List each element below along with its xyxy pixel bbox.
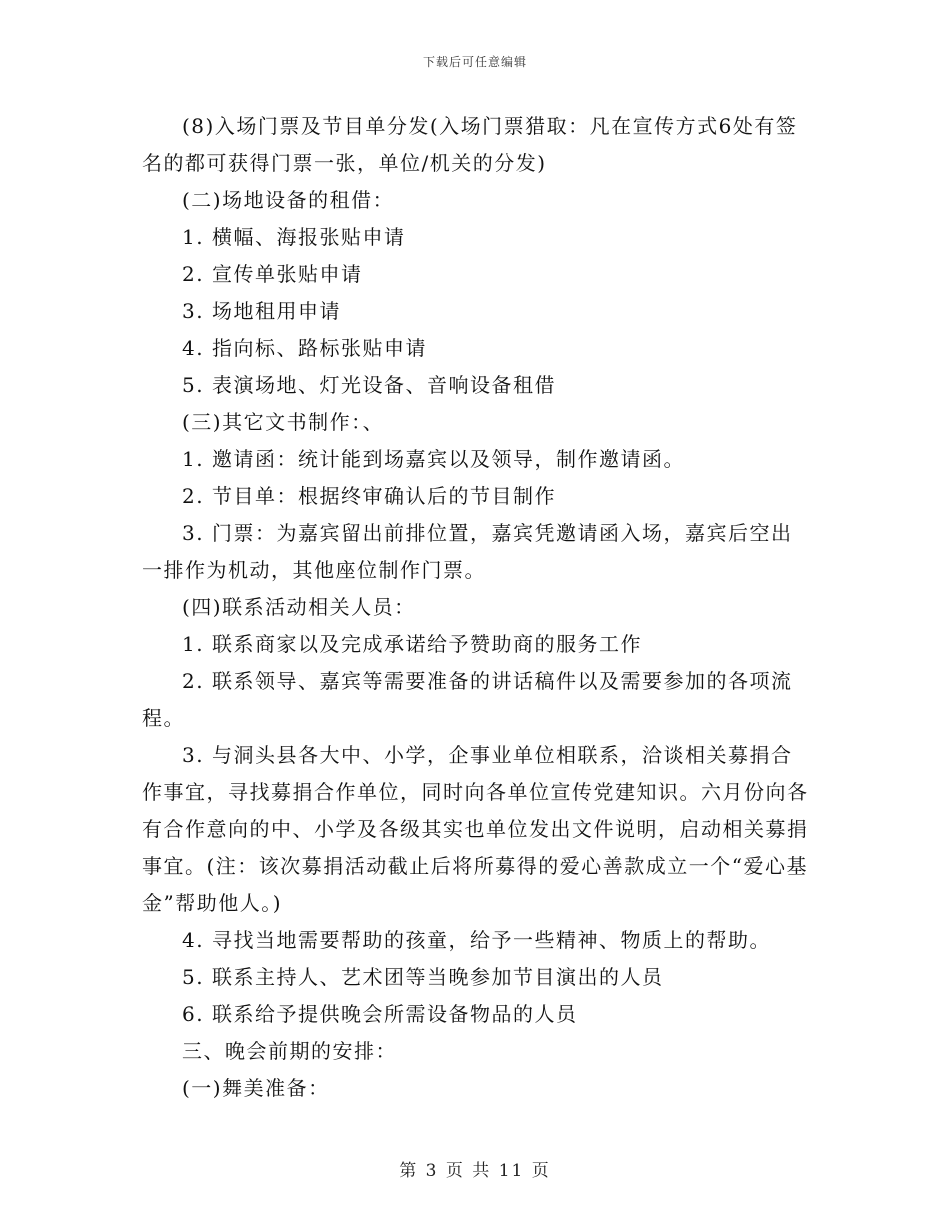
list-item: 3. 与洞头县各大中、小学，企事业单位相联系，洽谈相关募捐合作事宜，寻找募捐合作单位，同时向各单位宣传党建知识。六月份向各有合作意向的中、小学及各级其实也单位发出文件说明，启动相关募捐事宜。(注：该次募捐活动截止后将所募得的爱心善款成立一个“爱心基金”帮助他人。)	[142, 743, 809, 915]
list-item: 5. 联系主持人、艺术团等当晚参加节目演出的人员	[182, 965, 664, 989]
list-item: 5. 表演场地、灯光设备、音响设备租借	[182, 373, 556, 397]
document-body	[142, 108, 812, 1107]
subsection-heading-stage: (一)舞美准备：	[182, 1076, 330, 1100]
list-item: 3. 门票：为嘉宾留出前排位置，嘉宾凭邀请函入场，嘉宾后空出一排作为机动，其他座位制作门票。	[142, 521, 793, 582]
section-heading-documents: (三)其它文书制作：、	[182, 410, 385, 434]
list-item: 2. 节目单：根据终审确认后的节目制作	[182, 484, 556, 508]
section-heading-contacts: (四)联系活动相关人员：	[182, 595, 416, 619]
section-heading-preparations: 三、晚会前期的安排：	[182, 1039, 397, 1063]
page-number: 第 3 页 共 11 页	[399, 1161, 551, 1181]
section-heading-venue-equipment: (二)场地设备的租借：	[182, 188, 395, 212]
list-item: 3. 场地租用申请	[182, 299, 341, 323]
paragraph-ticket-distribution: (8)入场门票及节目单分发(入场门票猎取：凡在宣传方式6处有签名的都可获得门票一张，单位/机关的分发)	[142, 114, 798, 175]
list-item: 2. 联系领导、嘉宾等需要准备的讲话稿件以及需要参加的各项流程。	[142, 669, 793, 730]
list-item: 2. 宣传单张贴申请	[182, 262, 363, 286]
list-item: 1. 联系商家以及完成承诺给予赞助商的服务工作	[182, 632, 642, 656]
list-item: 6. 联系给予提供晚会所需设备物品的人员	[182, 1002, 578, 1026]
list-item: 1. 横幅、海报张贴申请	[182, 225, 406, 249]
list-item: 4. 寻找当地需要帮助的孩童，给予一些精神、物质上的帮助。	[182, 928, 771, 952]
list-item: 1. 邀请函：统计能到场嘉宾以及领导，制作邀请函。	[182, 447, 685, 471]
list-item: 4. 指向标、路标张贴申请	[182, 336, 427, 360]
page-header: 下载后可任意编辑	[422, 55, 527, 69]
